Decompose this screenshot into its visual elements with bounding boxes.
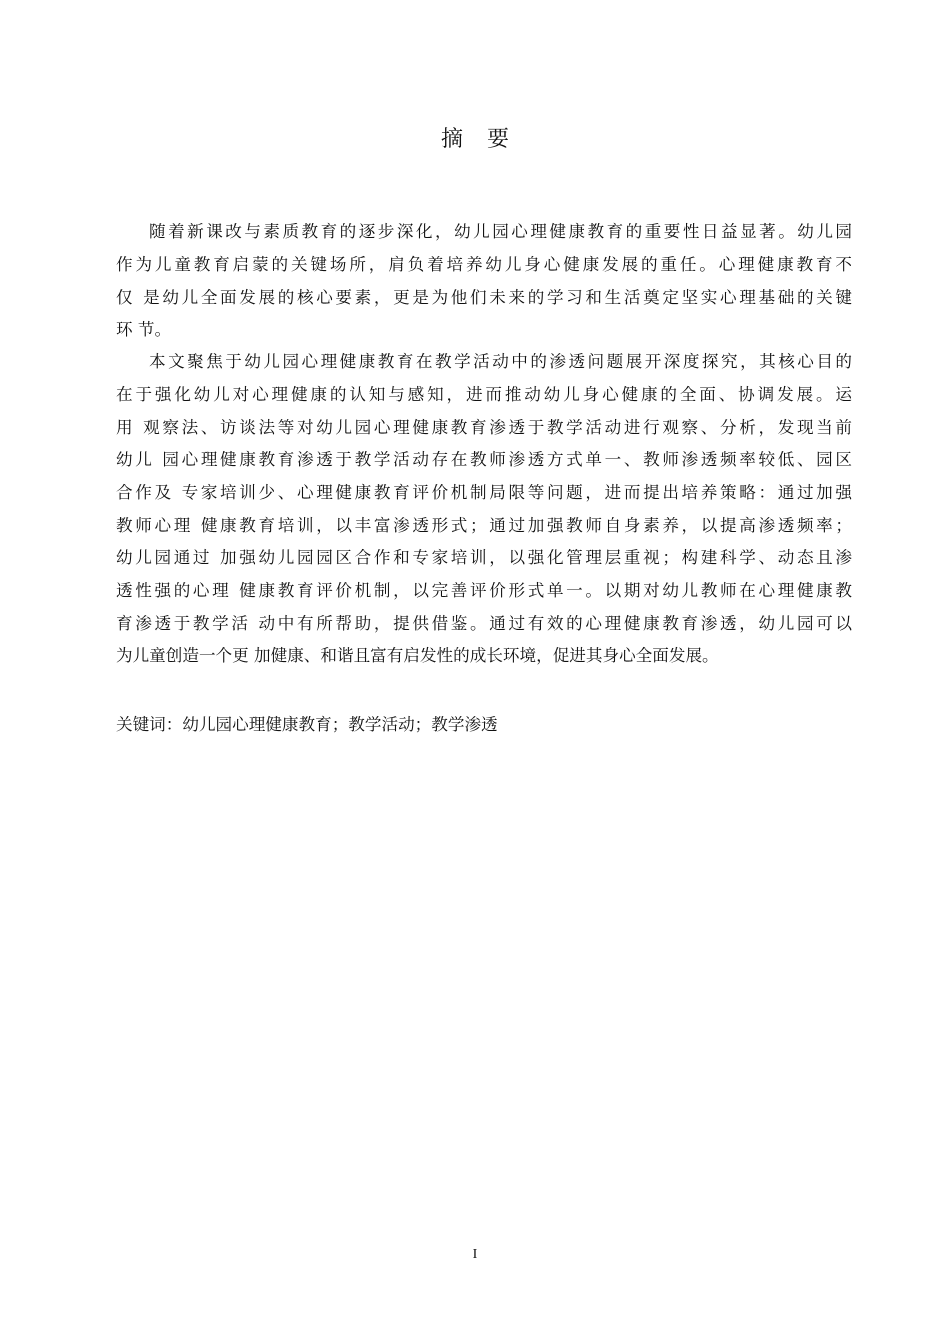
page-number: I — [472, 1247, 478, 1262]
text-line: 仅 是幼儿全面发展的核心要素，更是为他们未来的学习和生活奠定坚实心理基础的关键 — [116, 288, 852, 307]
text-line: 教师心理 健康教育培训，以丰富渗透形式；通过加强教师自身素养，以提高渗透频率； — [116, 516, 852, 535]
keywords-label: 关键词： — [116, 715, 183, 734]
text-line: 育渗透于教学活 动中有所帮助，提供借鉴。通过有效的心理健康教育渗透，幼儿园可以 — [116, 614, 852, 633]
text-line: 随着新课改与素质教育的逐步深化，幼儿园心理健康教育的重要性日益显著。幼儿园 — [149, 222, 852, 241]
abstract-title: 摘要 — [440, 127, 533, 152]
keywords-value: 幼儿园心理健康教育；教学活动；教学渗透 — [182, 715, 498, 734]
text-line: 合作及 专家培训少、心理健康教育评价机制局限等问题，进而提出培养策略：通过加强 — [116, 483, 852, 502]
text-line: 为儿童创造一个更 加健康、和谐且富有启发性的成长环境，促进其身心全面发展。 — [116, 646, 719, 665]
text-line: 幼儿园通过 加强幼儿园园区合作和专家培训，以强化管理层重视；构建科学、动态且渗 — [116, 548, 852, 567]
text-line: 幼儿 园心理健康教育渗透于教学活动存在教师渗透方式单一、教师渗透频率较低、园区 — [116, 450, 852, 469]
text-line: 作为儿童教育启蒙的关键场所，肩负着培养幼儿身心健康发展的重任。心理健康教育不 — [116, 255, 852, 274]
text-line: 本文聚焦于幼儿园心理健康教育在教学活动中的渗透问题展开深度探究，其核心目的 — [149, 352, 852, 371]
text-line: 环 节。 — [116, 320, 172, 339]
text-line: 在于强化幼儿对心理健康的认知与感知，进而推动幼儿身心健康的全面、协调发展。运 — [116, 385, 852, 404]
text-line: 用 观察法、访谈法等对幼儿园心理健康教育渗透于教学活动进行观察、分析，发现当前 — [116, 418, 852, 437]
text-line: 透性强的心理 健康教育评价机制，以完善评价形式单一。以期对幼儿教师在心理健康教 — [116, 581, 852, 600]
keywords — [116, 713, 498, 737]
